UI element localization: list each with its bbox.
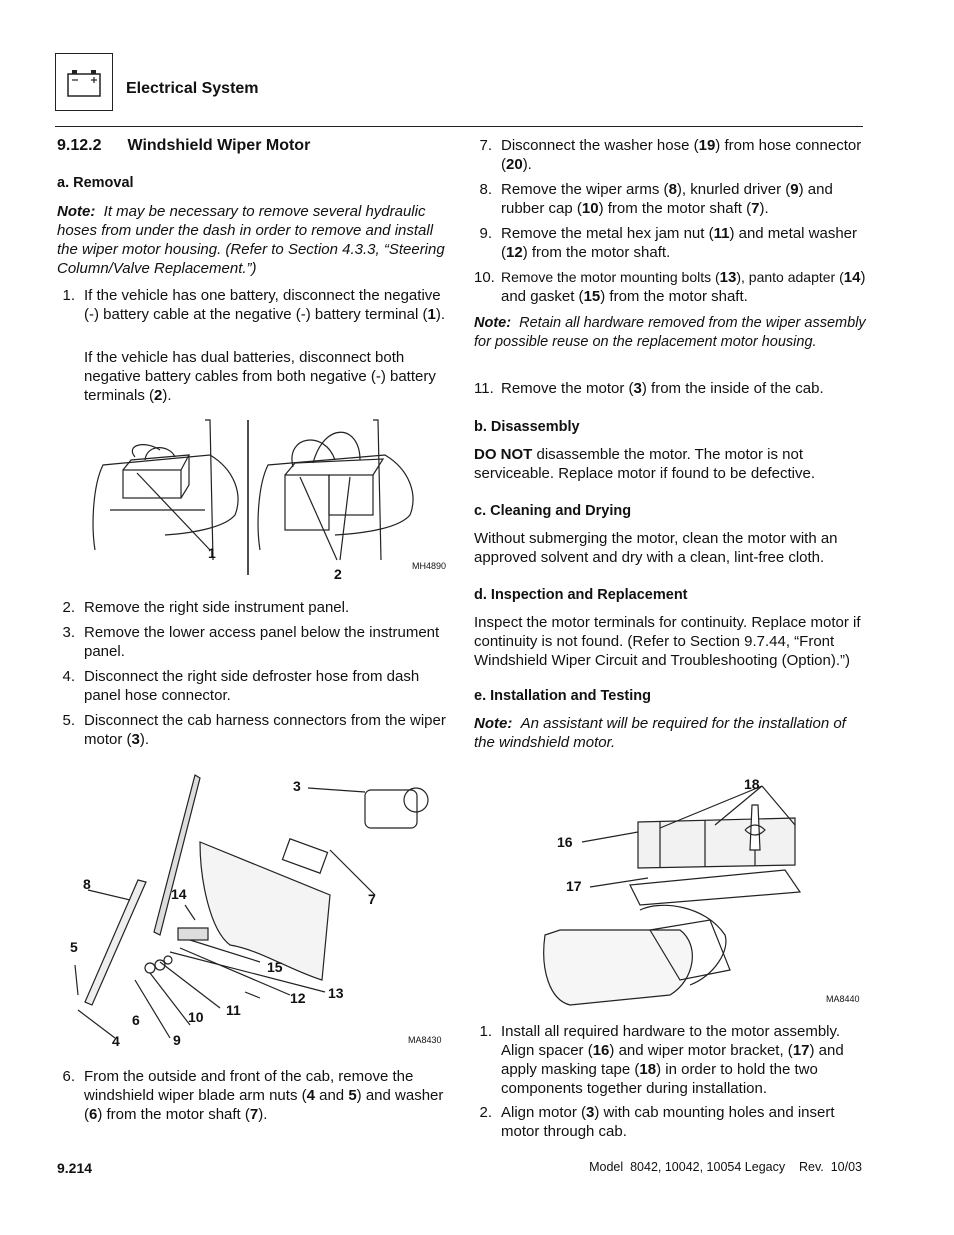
figure-callout: 16 bbox=[557, 834, 573, 850]
figure-callout: 1 bbox=[208, 545, 216, 561]
installation-steps bbox=[474, 1022, 866, 1141]
installation-heading: e. Installation and Testing bbox=[474, 688, 651, 704]
list-item: 2. Remove the right side instrument panel. bbox=[62, 599, 350, 616]
figure-callout: 11 bbox=[226, 1002, 241, 1018]
wiper-exploded-figure bbox=[60, 770, 450, 1055]
figure-code: MA8430 bbox=[408, 1035, 442, 1045]
list-item: 7. Disconnect the washer hose (19) from hose connector (20). bbox=[479, 137, 862, 173]
figure-callout: 4 bbox=[112, 1033, 120, 1049]
disassembly-heading: b. Disassembly bbox=[474, 419, 580, 435]
list-item: 3. Remove the lower access panel below the instrument panel. bbox=[62, 624, 440, 660]
inspection-heading: d. Inspection and Replacement bbox=[474, 587, 688, 603]
section-heading bbox=[57, 136, 447, 155]
figure-callout: 13 bbox=[328, 985, 344, 1001]
removal-steps-2-4 bbox=[57, 598, 447, 749]
section-number: 9.12.2 bbox=[57, 137, 102, 154]
removal-note: Note: It may be necessary to remove several hydraulic hoses from under the dash in order to remove and install the wiper motor housing. (Refer to Section 4.3.3, “Steering Column/Valve Replacement.”) bbox=[57, 203, 445, 277]
removal-step-11: 11. Remove the motor (3) from the inside of the cab. bbox=[474, 380, 824, 397]
list-item: 1. Install all required hardware to the motor assembly. Align spacer (16) and wiper motor bracket, (17) and apply masking tape (18) in order to hold the two components together during installation. bbox=[479, 1023, 844, 1097]
figure-callout: 8 bbox=[83, 876, 91, 892]
figure-callout: 2 bbox=[334, 566, 342, 582]
cleaning-heading: c. Cleaning and Drying bbox=[474, 503, 632, 519]
removal-step-6: 6. From the outside and front of the cab, remove the windshield wiper blade arm nuts (4 and 5) and washer (6) from the motor shaft (7). bbox=[62, 1068, 444, 1123]
inspection-text: Inspect the motor terminals for continuity. Replace motor if continuity is not found. (Refer to Section 9.7.44, “Front Windshield Wiper Circuit and Troubleshooting (Option).”) bbox=[474, 614, 861, 669]
figure-callout: 6 bbox=[132, 1012, 140, 1028]
header-rule bbox=[55, 126, 863, 127]
figure-callout: 7 bbox=[368, 891, 376, 907]
figure-callout: 10 bbox=[188, 1009, 204, 1025]
installation-note: Note: An assistant will be required for the installation of the windshield motor. bbox=[474, 715, 846, 751]
figure-code: MA8440 bbox=[826, 994, 860, 1004]
figure-callout: 14 bbox=[171, 886, 187, 902]
figure-callout: 5 bbox=[70, 939, 78, 955]
removal-step-1b: If the vehicle has dual batteries, disconnect both negative battery cables from both negative (-) battery terminals (2). bbox=[84, 349, 436, 404]
model-revision: Model 8042, 10042, 10054 Legacy Rev. 10/03 bbox=[589, 1160, 862, 1174]
list-item: 9. Remove the metal hex jam nut (11) and metal washer (12) from the motor shaft. bbox=[479, 225, 858, 261]
page-number: 9.214 bbox=[57, 1160, 93, 1176]
figure-callout: 15 bbox=[267, 959, 283, 975]
list-item: 5. Disconnect the cab harness connectors from the wiper motor (3). bbox=[62, 712, 446, 748]
removal-heading: a. Removal bbox=[57, 175, 134, 191]
section-title: Windshield Wiper Motor bbox=[127, 137, 311, 154]
list-item: 4. Disconnect the right side defroster hose from dash panel hose connector. bbox=[62, 668, 420, 704]
figure-callout: 3 bbox=[293, 778, 301, 794]
header-title: Electrical System bbox=[126, 80, 259, 97]
battery-icon-box bbox=[55, 53, 113, 111]
list-item: 2. Align motor (3) with cab mounting holes and insert motor through cab. bbox=[479, 1104, 835, 1140]
battery-figure bbox=[85, 415, 450, 585]
list-item: 8. Remove the wiper arms (8), knurled driver (9) and rubber cap (10) from the motor shaft (7). bbox=[479, 181, 833, 217]
removal-steps-7-10 bbox=[474, 136, 866, 306]
figure-callout: 12 bbox=[290, 990, 306, 1006]
figure-callout: 9 bbox=[173, 1032, 181, 1048]
disassembly-text: DO NOT disassemble the motor. The motor is not serviceable. Replace motor if found to be defective. bbox=[474, 446, 816, 482]
figure-callout: 18 bbox=[744, 776, 760, 792]
retain-note: Note: Retain all hardware removed from the wiper assembly for possible reuse on the replacement motor housing. bbox=[474, 315, 866, 350]
cleaning-text: Without submerging the motor, clean the motor with an approved solvent and dry with a clean, lint-free cloth. bbox=[474, 530, 838, 566]
figure-callout: 17 bbox=[566, 878, 582, 894]
removal-step-1: 1. If the vehicle has one battery, disconnect the negative (-) battery cable at the negative (-) battery terminal (1). bbox=[62, 287, 445, 323]
motor-bracket-figure bbox=[530, 770, 865, 1010]
figure-code: MH4890 bbox=[412, 561, 447, 571]
list-item: 10. Remove the motor mounting bolts (13), panto adapter (14) and gasket (15) from the motor shaft. bbox=[474, 269, 866, 305]
battery-icon bbox=[56, 54, 111, 109]
